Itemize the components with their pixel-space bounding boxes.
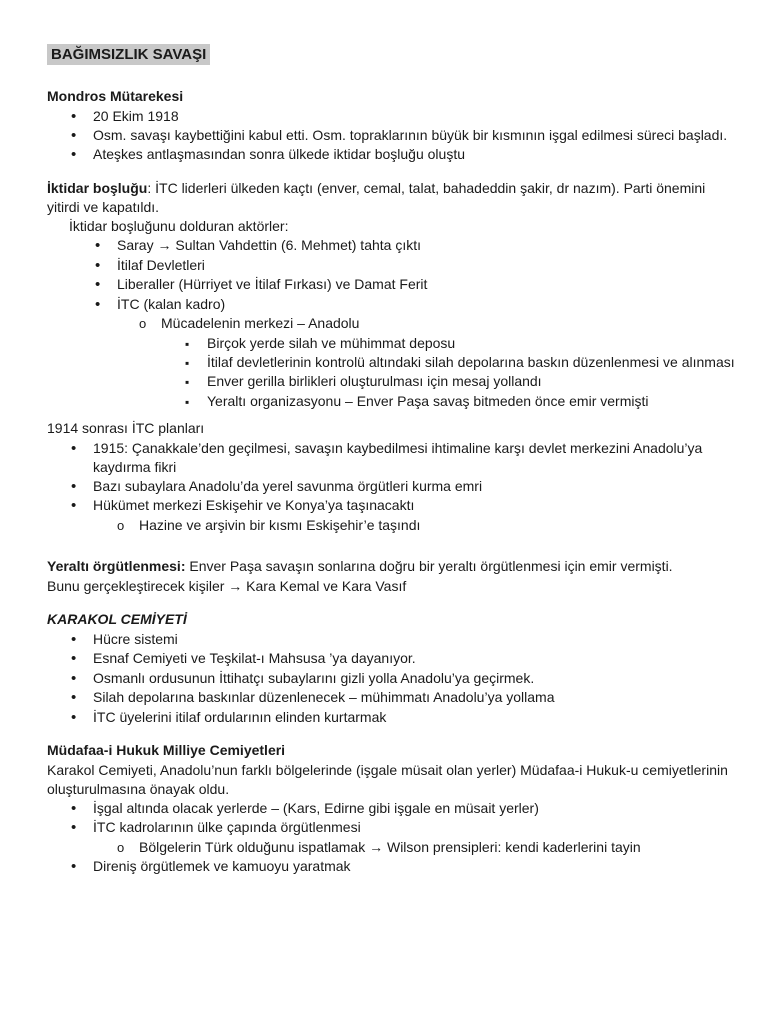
list-item: ▪ İtilaf devletlerinin kontrolü altındaki silah depolarına baskın düzenlenmesi ve alınması	[161, 353, 737, 372]
iktidar-center-items	[161, 334, 737, 412]
list-item: • 20 Ekim 1918	[47, 107, 737, 127]
yeralti-paragraph: Yeraltı örgütlenmesi: Enver Paşa savaşın sonlarına doğru bir yeraltı örgütlenmesi için emir vermişti.	[47, 558, 673, 574]
karakol-list	[47, 630, 737, 728]
circle-bullet-icon	[117, 516, 124, 536]
plans-list	[47, 439, 737, 516]
list-item: • Liberaller (Hürriyet ve İtilaf Fırkası) ve Damat Ferit	[71, 275, 737, 295]
list-item: • Osm. savaşı kaybettiğini kabul etti. Osm. topraklarının büyük bir kısmının işgal edilmesi süreci başladı.	[47, 126, 737, 145]
bullet-icon	[71, 799, 76, 819]
iktidar-actors-list	[71, 236, 737, 314]
bullet-icon	[71, 669, 76, 689]
mudafaa-list	[47, 799, 737, 838]
mondros-heading: Mondros Mütarekesi	[47, 88, 184, 104]
list-item: • Esnaf Cemiyeti ve Teşkilat-ı Mahsusa ’ya dayanıyor.	[47, 649, 737, 669]
list-item: ▪ Birçok yerde silah ve mühimmat deposu	[161, 334, 737, 354]
bullet-icon	[95, 275, 100, 295]
list-item: • Saray → Sultan Vahdettin (6. Mehmet) tahta çıktı	[71, 236, 737, 256]
yeralti-line2: Bunu gerçekleştirecek kişiler → Kara Kemal ve Kara Vasıf	[47, 577, 407, 594]
bullet-icon	[71, 145, 76, 165]
bullet-icon	[95, 295, 100, 315]
list-item: • Hücre sistemi	[47, 630, 737, 650]
square-bullet-icon	[185, 392, 189, 413]
bullet-icon	[95, 256, 100, 276]
bullet-icon	[71, 708, 76, 728]
bullet-icon	[71, 126, 76, 145]
list-item: • Ateşkes antlaşmasından sonra ülkede iktidar boşluğu oluştu	[47, 145, 737, 165]
list-item: • İşgal altında olacak yerlerde – (Kars, Edirne gibi işgale en müsait yerler)	[47, 799, 737, 819]
bullet-icon	[71, 857, 76, 877]
square-bullet-icon	[185, 353, 189, 373]
bullet-icon	[71, 496, 76, 516]
bullet-icon	[71, 477, 76, 497]
list-item: ▪ Yeraltı organizasyonu – Enver Paşa savaş bitmeden önce emir vermişti	[161, 392, 737, 412]
list-item: o Hazine ve arşivin bir kısmı Eskişehir’e taşındı	[93, 516, 737, 536]
mudafaa-heading: Müdafaa-i Hukuk Milliye Cemiyetleri	[47, 742, 286, 758]
circle-bullet-icon	[117, 838, 124, 858]
bullet-icon	[95, 236, 100, 256]
list-item: • İTC kadrolarının ülke çapında örgütlenmesi	[47, 818, 737, 838]
bullet-icon	[71, 688, 76, 708]
mudafaa-sub-list	[93, 838, 737, 858]
list-item: • Bazı subaylara Anadolu’da yerel savunma örgütleri kurma emri	[47, 477, 737, 497]
document-page	[47, 44, 737, 877]
iktidar-center-list	[115, 314, 737, 334]
list-item: • Silah depolarına baskınlar düzenlenecek – mühimmatı Anadolu’ya yollama	[47, 688, 737, 708]
list-item: • 1915: Çanakkale’den geçilmesi, savaşın kaybedilmesi ihtimaline karşı devlet merkezini Anadolu’ya kaydırma fikri	[47, 439, 737, 477]
list-item: • İtilaf Devletleri	[71, 256, 737, 276]
karakol-heading: KARAKOL CEMİYETİ	[47, 611, 187, 627]
plans-heading: 1914 sonrası İTC planları	[47, 420, 205, 436]
bullet-icon	[71, 630, 76, 650]
list-item: • İTC (kalan kadro)	[71, 295, 737, 315]
square-bullet-icon	[185, 372, 189, 393]
bullet-icon	[71, 649, 76, 669]
plans-sub-list	[93, 516, 737, 536]
list-item: • Hükümet merkezi Eskişehir ve Konya’ya taşınacaktı	[47, 496, 737, 516]
bullet-icon	[71, 107, 76, 127]
mudafaa-last-list	[47, 857, 737, 877]
list-item: • İTC üyelerini itilaf ordularının elinden kurtarmak	[47, 708, 737, 728]
circle-bullet-icon	[139, 314, 146, 334]
mondros-list	[47, 107, 737, 165]
square-bullet-icon	[185, 334, 189, 355]
page-title: BAĞIMSIZLIK SAVAŞI	[47, 44, 210, 65]
list-item: o Bölgelerin Türk olduğunu ispatlamak → Wilson prensipleri: kendi kaderlerini tayin	[93, 838, 737, 858]
mudafaa-paragraph: Karakol Cemiyeti, Anadolu’nun farklı bölgelerinde (işgale müsait olan yerler) Müdafaa-i Hukuk-u cemiyetlerinin oluşturulmasına önayak oldu.	[47, 761, 728, 797]
list-item: • Osmanlı ordusunun İttihatçı subaylarını gizli yolla Anadolu’ya geçirmek.	[47, 669, 737, 689]
list-item: ▪ Enver gerilla birlikleri oluşturulması için mesaj yollandı	[161, 372, 737, 392]
bullet-icon	[71, 818, 76, 838]
list-item: • Direniş örgütlemek ve kamuoyu yaratmak	[47, 857, 737, 877]
bullet-icon	[71, 439, 76, 458]
list-item: o Mücadelenin merkezi – Anadolu	[115, 314, 737, 334]
iktidar-actors-label: İktidar boşluğunu dolduran aktörler:	[69, 217, 289, 234]
iktidar-paragraph: İktidar boşluğu: İTC liderleri ülkeden kaçtı (enver, cemal, talat, bahadeddin şakir, dr nazım). Parti önemini yitirdi ve kapatıldı.	[47, 179, 706, 215]
